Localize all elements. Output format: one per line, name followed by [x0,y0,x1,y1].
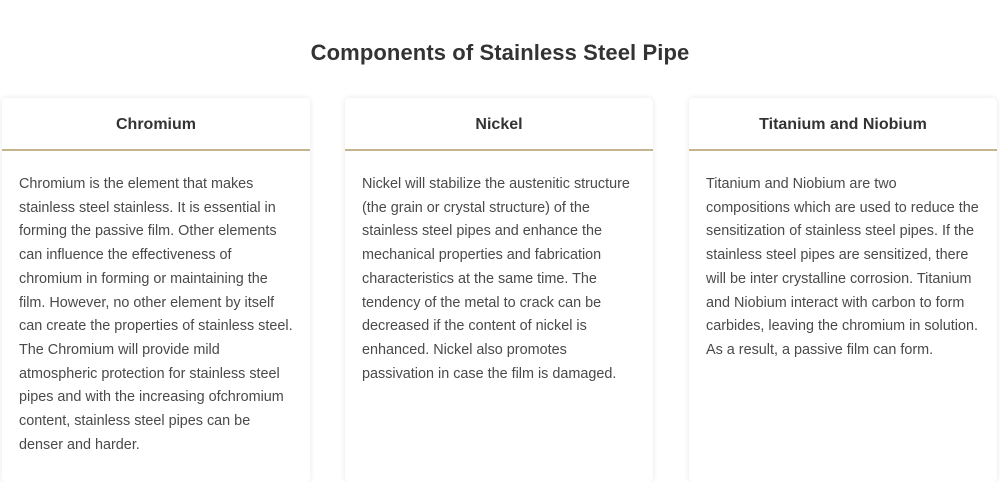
card-nickel [345,98,653,482]
card-body: Nickel will stabilize the austenitic structure (the grain or crystal structure) of the stainless steel pipes and enhance the mechanical properties and fabrication characteristics at the same time. The tendency of the metal to crack can be decreased if the content of nickel is enhanced. Nickel also promotes passivation in case the film is damaged. [362,176,630,382]
cards-row [0,98,1000,482]
card-title: Nickel [345,98,653,151]
card-title: Titanium and Niobium [689,98,997,151]
page-title: Components of Stainless Steel Pipe [310,40,690,65]
card-title: Chromium [2,98,310,151]
card-body: Chromium is the element that makes stainless steel stainless. It is essential in forming the passive film. Other elements can influence the effectiveness of chromium in forming or maintaining the film. However, no other element by itself can create the properties of stainless steel. The Chromium will provide mild atmospheric protection for stainless steel pipes and with the increasing ofchromium content, stainless steel pipes can be denser and harder. [19,176,293,453]
card-chromium [2,98,310,482]
card-titanium-niobium [689,98,997,482]
card-body: Titanium and Niobium are two compositions which are used to reduce the sensitization of stainless steel pipes. If the stainless steel pipes are sensitized, there will be inter crystalline corrosion. Titanium and Niobium interact with carbon to form carbides, leaving the chromium in solution. As a result, a passive film can form. [706,176,979,358]
